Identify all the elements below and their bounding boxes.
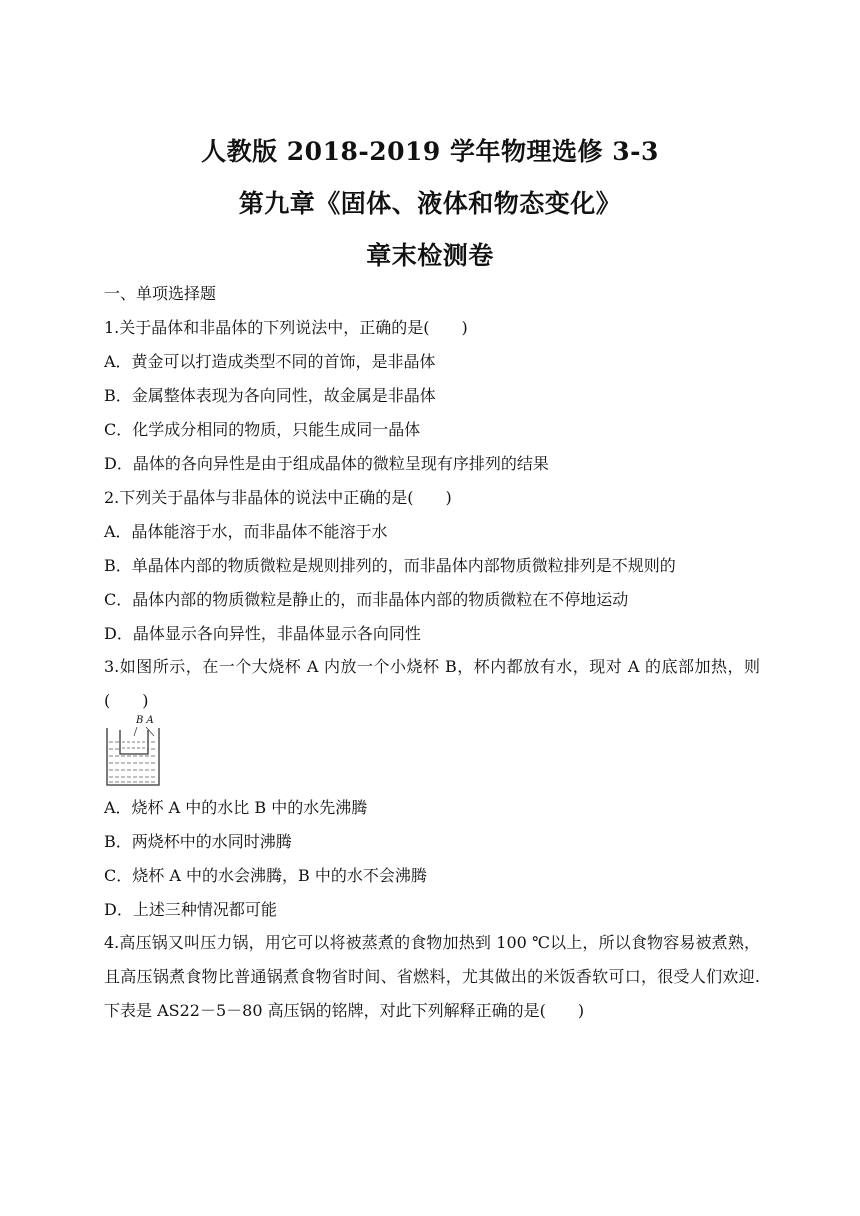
question-1-option-c: C．化学成分相同的物质，只能生成同一晶体 [104,420,421,439]
beaker-figure [104,715,162,788]
question-4-stem: 4.高压锅又叫压力锅，用它可以将被蒸煮的食物加热到 100 ℃以上，所以食物容易被煮熟，且高压锅煮食物比普通锅煮食物省时间、省燃料，尤其做出的米饭香软可口，很受人们欢迎.下表是 AS22－5－80 高压锅的铭牌，对此下列解释正确的是( ) [104,933,760,1020]
question-1-stem: 1.关于晶体和非晶体的下列说法中，正确的是( ) [104,318,468,337]
beaker-figure-label: B A [136,715,154,726]
question-3-option-c: C．烧杯 A 中的水会沸腾，B 中的水不会沸腾 [104,866,427,885]
doc-title-line-1: 人教版 2018-2019 学年物理选修 3-3 [201,137,659,166]
question-1-option-a: A．黄金可以打造成类型不同的首饰，是非晶体 [104,352,436,371]
question-2-option-d: D．晶体显示各向异性，非晶体显示各向同性 [104,624,421,643]
question-2-stem: 2.下列关于晶体与非晶体的说法中正确的是( ) [104,488,452,507]
question-3-stem: 3.如图所示，在一个大烧杯 A 内放一个小烧杯 B，杯内都放有水，现对 A 的底部加热，则( ) [104,657,760,710]
doc-title-line-2: 第九章《固体、液体和物态变化》 [238,189,622,218]
question-3-option-b: B．两烧杯中的水同时沸腾 [104,832,292,851]
question-2-option-a: A．晶体能溶于水，而非晶体不能溶于水 [104,522,388,541]
section-heading: 一、单项选择题 [104,284,217,303]
beakers-diagram-icon [104,718,162,788]
question-3-option-d: D．上述三种情况都可能 [104,900,277,919]
question-2-option-b: B．单晶体内部的物质微粒是规则排列的，而非晶体内部物质微粒排列是不规则的 [104,556,676,575]
question-2-option-c: C．晶体内部的物质微粒是静止的，而非晶体内部的物质微粒在不停地运动 [104,590,629,609]
question-3-option-a: A．烧杯 A 中的水比 B 中的水先沸腾 [104,798,368,817]
doc-title-line-3: 章末检测卷 [366,241,494,270]
question-1-option-b: B．金属整体表现为各向同性，故金属是非晶体 [104,386,436,405]
question-1-option-d: D．晶体的各向异性是由于组成晶体的微粒呈现有序排列的结果 [104,454,549,473]
